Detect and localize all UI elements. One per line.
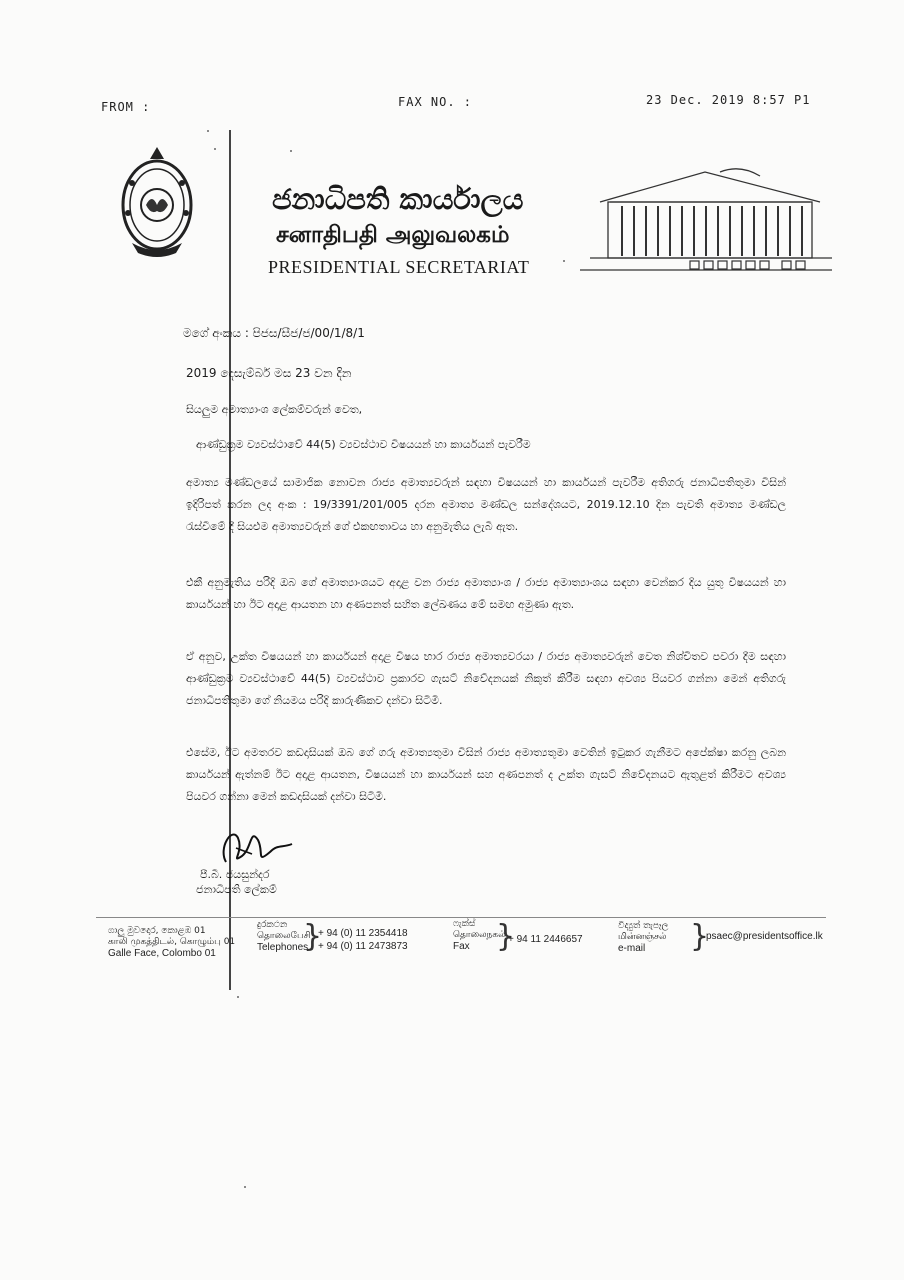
scan-speck bbox=[214, 148, 216, 150]
fax-from-label: FROM : bbox=[101, 100, 151, 114]
address-tamil: காலி முகத்திடல், கொழும்பு 01 bbox=[108, 937, 236, 947]
signatory-name: පී.බී. ජයසුන්දර bbox=[200, 868, 270, 881]
tel-label-english: Telephones bbox=[257, 942, 309, 953]
scan-speck bbox=[244, 1186, 246, 1188]
brace-icon: } bbox=[303, 919, 323, 954]
footer-divider bbox=[96, 917, 826, 918]
email-labels bbox=[618, 921, 668, 954]
email-label-tamil: மின்னஞ்சல் bbox=[618, 932, 667, 942]
brace-icon: } bbox=[496, 919, 516, 954]
letterhead-title-tamil: சனாதிபதி அலுவலகம் bbox=[276, 221, 510, 248]
email-label-sinhala: විද්‍යුත් තැපෑල bbox=[618, 921, 669, 931]
fax-label-english: Fax bbox=[453, 941, 470, 952]
paragraph-3: ඒ අනුව, උක්ත විෂයයන් හා කාර්යයන් අදාළ විෂය භාර රාජ්‍ය අමාත්‍යවරයා / රාජ්‍ය අමාත්‍යවරුන් වෙත නිශ්චිතව පවරා දීම සඳහා ආණ්ඩුක්‍රම ව්‍යවස්ථාවේ 44(5) ව්‍යවස්ථාව ප්‍රකාරව ගැසට් නිවේදනයක් නිකුත් කිරීම සඳහා අවශ්‍ය පියවර ගන්නා මෙන් අතිගරු ජනාධිපතිතුමා ගේ නියමය පරිදි කාරුණිකව දන්වා සිටිමි. bbox=[186, 650, 786, 707]
fax-label-sinhala: ෆැක්ස් bbox=[453, 919, 476, 929]
telephone-2: + 94 (0) 11 2473873 bbox=[318, 941, 408, 952]
addressee: සියලුම අමාත්‍යාංශ ලේකම්වරුන් වෙත, bbox=[186, 403, 363, 416]
email-address: psaec@presidentsoffice.lk bbox=[706, 931, 823, 942]
scan-speck bbox=[237, 996, 239, 998]
telephone-numbers bbox=[318, 927, 408, 953]
tel-label-tamil: தொலைபேசி bbox=[257, 931, 311, 941]
sri-lanka-emblem-icon bbox=[112, 143, 202, 263]
letterhead-title-english: PRESIDENTIAL SECRETARIAT bbox=[268, 257, 530, 277]
email-label-english: e-mail bbox=[618, 943, 646, 954]
signatory-title: ජනාධිපති ලේකම් bbox=[196, 883, 277, 896]
telephone-1: + 94 (0) 11 2354418 bbox=[318, 928, 408, 939]
fax-number-label: FAX NO. : bbox=[398, 95, 473, 109]
scan-speck bbox=[207, 130, 209, 132]
tel-label-sinhala: දුරකථන bbox=[257, 920, 288, 930]
reference-number: මගේ අංකය : පිජස/සීජ/ජ/00/1/8/1 bbox=[183, 326, 365, 340]
presidential-secretariat-building-icon bbox=[570, 162, 840, 282]
address-sinhala: ගාලු මුවදොර, කොළඹ 01 bbox=[108, 926, 206, 936]
fax-label-tamil: தொலைநகல் bbox=[453, 930, 506, 940]
paragraph-2: එකී අනුමැතිය පරිදි ඔබ ගේ අමාත්‍යාංශයට අදාළ වන රාජ්‍ය අමාත්‍යාංශ / රාජ්‍ය අමාත්‍යාංශය සඳහා වෙන්කර දිය යුතු විෂයයන් හා කාර්යයන් හා ඊට අදාළ ආයතන හා අණපනත් සහිත ලේඛණය මේ සමඟ අමුණා ඇත. bbox=[186, 576, 786, 611]
address-english: Galle Face, Colombo 01 bbox=[108, 948, 216, 959]
letterhead-title-sinhala: ජනාධිපති කාර්යාලය bbox=[272, 182, 524, 216]
paragraph-1: අමාත්‍ය මණ්ඩලයේ සාමාජික නොවන රාජ්‍ය අමාත්‍යවරුන් සඳහා විෂයයන් හා කාර්යයන් පැවරීම අතිගරු ජනාධිපතිතුමා විසින් ඉදිරිපත් කරන ලද අංක : 19/3391/201/005 දරන අමාත්‍ය මණ්ඩල සන්දේශයට, 2019.12.10 දින පැවති අමාත්‍ය මණ්ඩල රැස්වීමේ දී සියළුම අමාත්‍යවරුන් ගේ එකඟතාවය හා අනුමැතිය ලැබී ඇත. bbox=[186, 476, 786, 533]
scan-speck bbox=[563, 260, 565, 262]
letter-date: 2019 දෙසැම්බර් මස 23 වන දින bbox=[186, 366, 352, 380]
letter-subject: ආණ්ඩුක්‍රම ව්‍යවස්ථාවේ 44(5) ව්‍යවස්ථාව විෂයයන් හා කාර්යයන් පැවරීම bbox=[196, 438, 531, 451]
paragraph-4: එසේම, ඊට අමතරව කඩදාසියක් ඔබ ගේ ගරු අමාත්‍යතුමා විසින් රාජ්‍ය අමාත්‍යතුමා වෙතින් ඉටුකර ගැනීමට අපේක්ෂා කරනු ලබන කාර්යයන් ඇත්නම් ඊට අදාළ ආයතන, විෂයයන් හා කාර්යයන් සහ අණපනත් ද උක්ත ගැසට් නිවේදනයට ඇතුළත් කිරීමට අවශ්‍ය පියවර ගන්නා මෙන් කඩදාසියක් දන්වා සිටිමි. bbox=[186, 746, 786, 803]
fax-number: + 94 11 2446657 bbox=[508, 934, 583, 945]
fax-date-time-page: 23 Dec. 2019 8:57 P1 bbox=[646, 93, 811, 107]
brace-icon: } bbox=[690, 919, 710, 954]
scan-speck bbox=[290, 150, 292, 152]
footer-address bbox=[108, 926, 235, 959]
